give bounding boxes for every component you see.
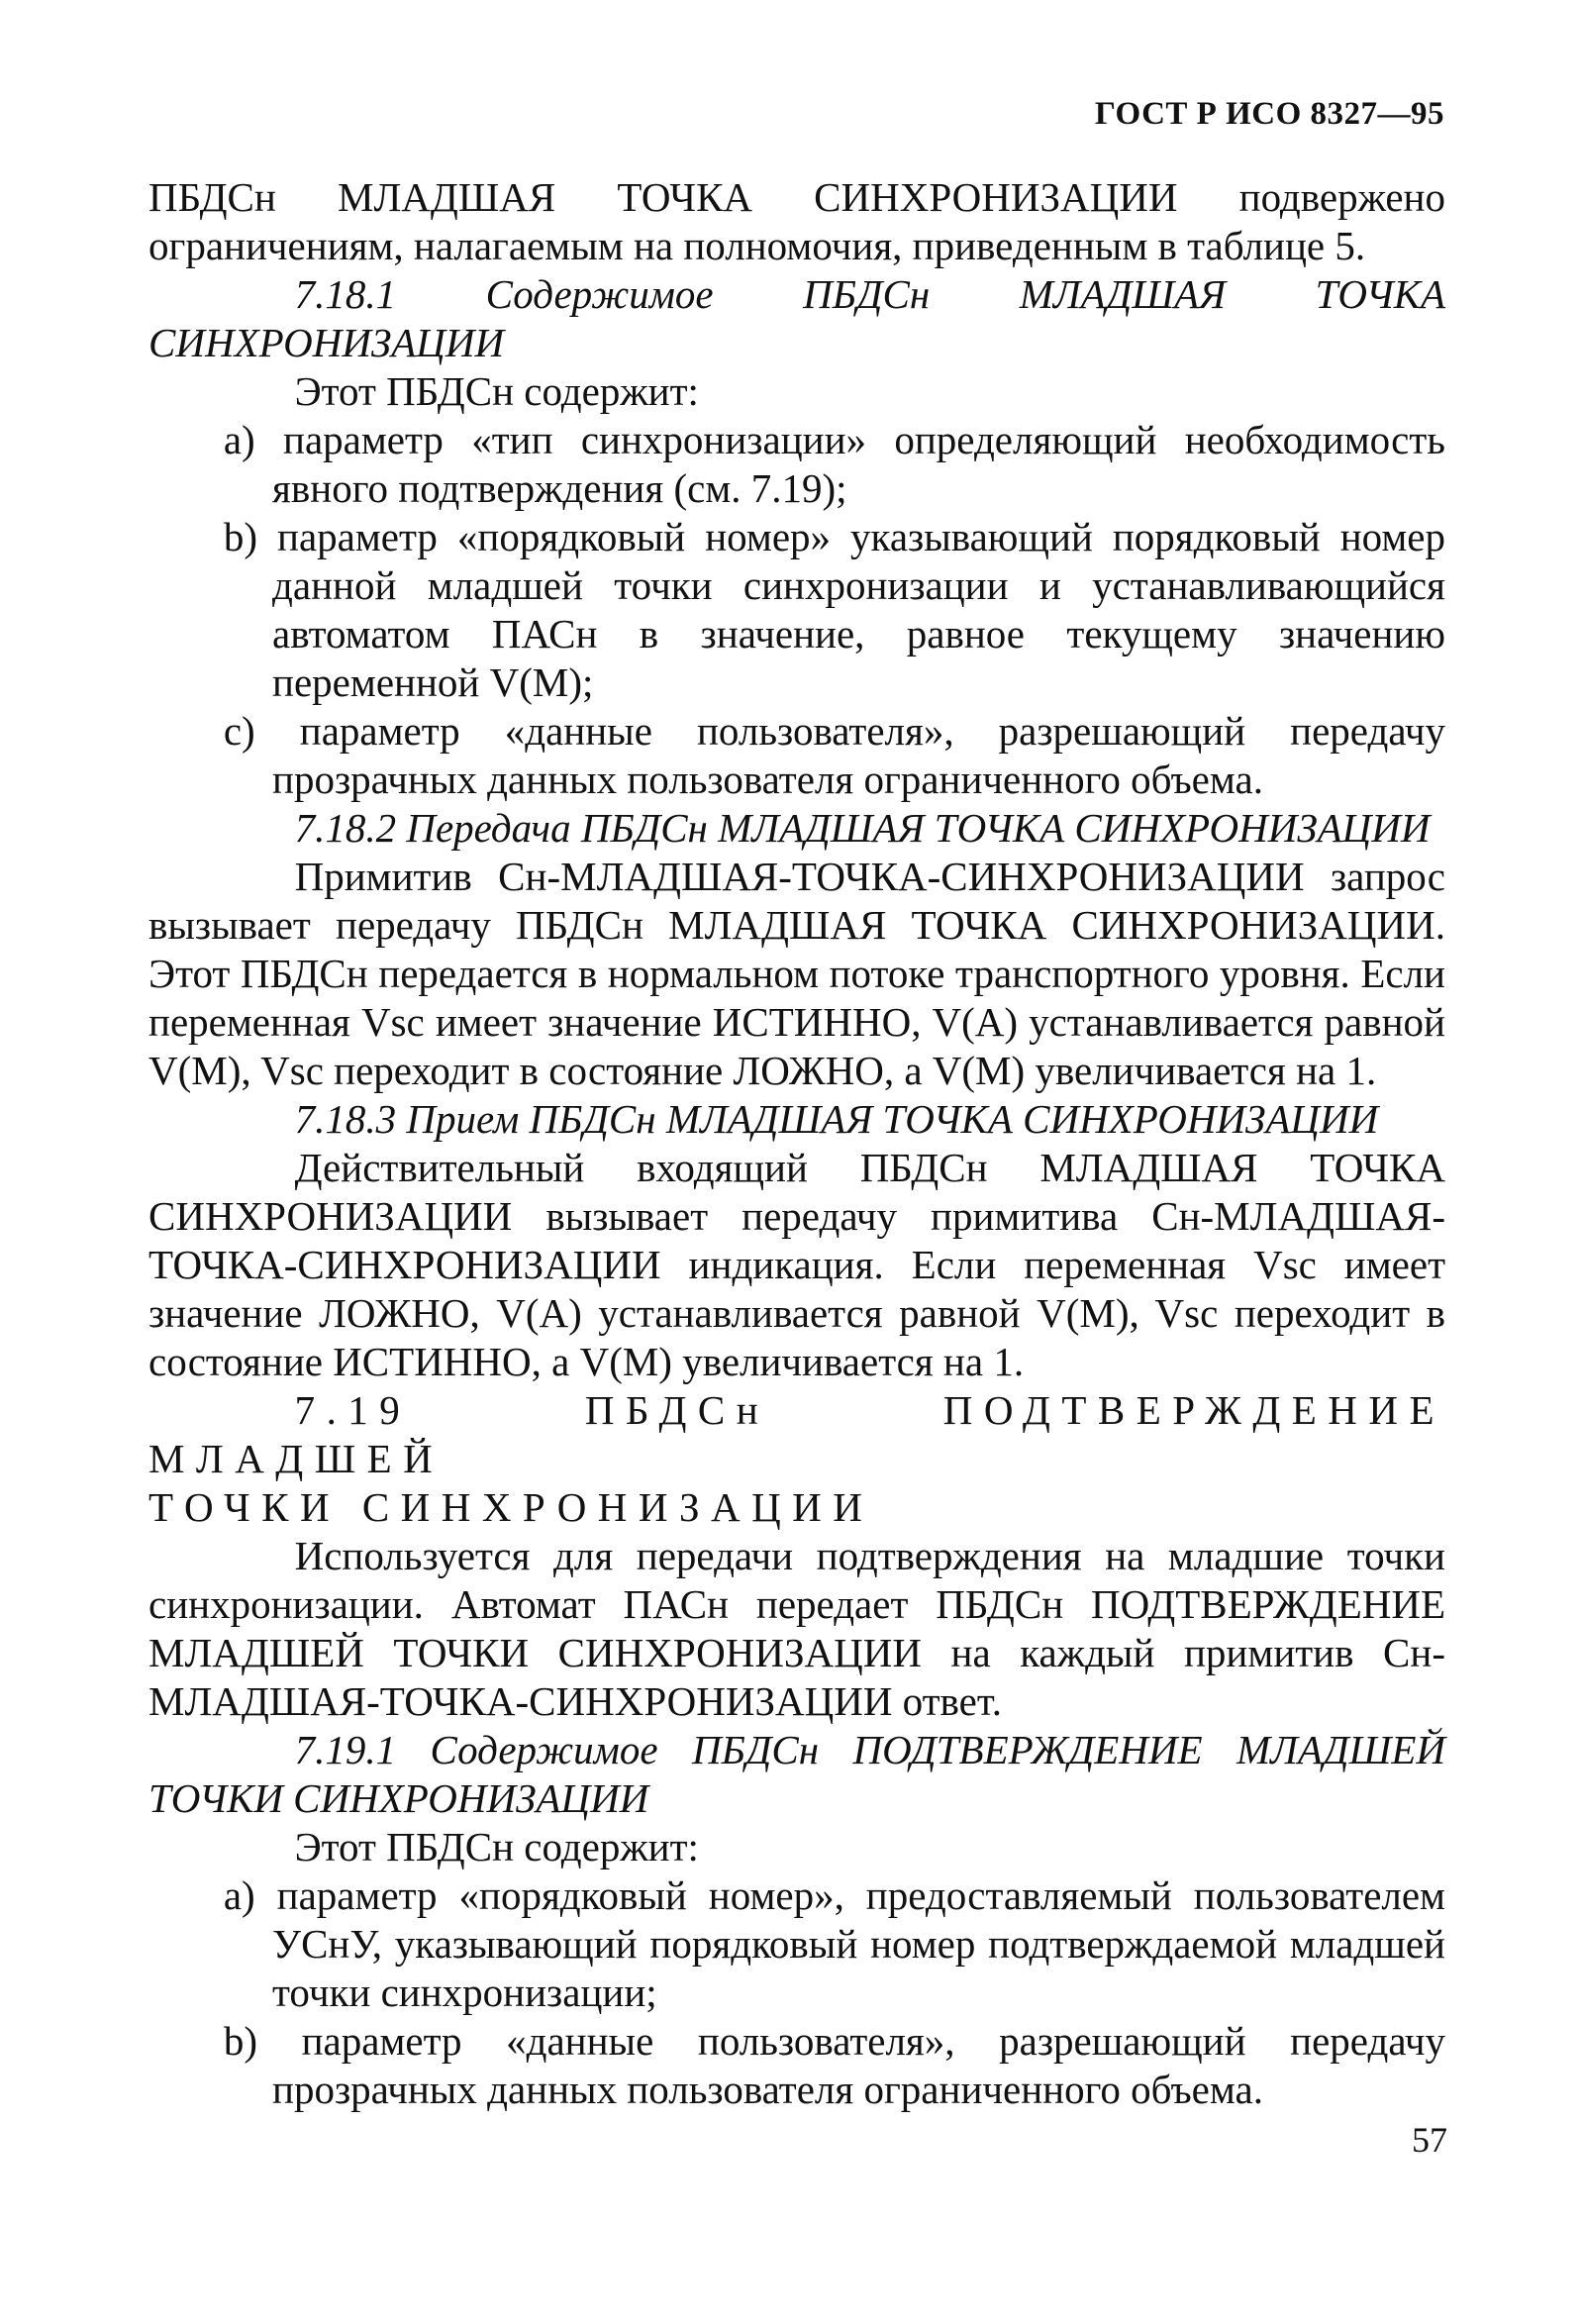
page-number: 57 [1412, 2120, 1447, 2160]
subsection-heading: 7.18.3 Прием ПБДСн МЛАДШАЯ ТОЧКА СИНХРОНИЗАЦИИ [294, 1096, 1379, 1142]
list-item: b) параметр «порядковый номер» указывающий порядковый номер данной младшей точки синхронизации и устанавливающийся автоматом ПАСн в значение, равное текущему значению переменной V(M); [223, 514, 1445, 705]
section-heading-continued: ТОЧКИ СИНХРОНИЗАЦИИ [148, 1484, 874, 1530]
list-item: a) параметр «тип синхронизации» определяющий необходимость явного подтверждения (см. 7.19); [223, 417, 1445, 511]
paragraph: Этот ПБДСн содержит: [294, 368, 699, 414]
subsection-heading: 7.18.1 Содержимое ПБДСн МЛАДШАЯ ТОЧКА СИНХРОНИЗАЦИИ [148, 271, 1445, 365]
paragraph: Действительный входящий ПБДСн МЛАДШАЯ ТОЧКА СИНХРОНИЗАЦИИ вызывает передачу примитива Сн-МЛАДШАЯ-ТОЧКА-СИНХРОНИЗАЦИИ индикация. Если переменная Vsc имеет значение ЛОЖНО, V(A) устанавливается равной V(M), Vsc переходит в состояние ИСТИННО, а V(M) увеличивается на 1. [148, 1145, 1445, 1384]
paragraph: Этот ПБДСн содержит: [294, 1824, 699, 1869]
list-item: c) параметр «данные пользователя», разрешающий передачу прозрачных данных пользователя ограниченного объема. [223, 708, 1445, 802]
subsection-heading: 7.19.1 Содержимое ПБДСн ПОДТВЕРЖДЕНИЕ МЛАДШЕЙ ТОЧКИ СИНХРОНИЗАЦИИ [148, 1727, 1445, 1821]
list-item: b) параметр «данные пользователя», разрешающий передачу прозрачных данных пользователя ограниченного объема. [223, 2018, 1445, 2112]
paragraph: Используется для передачи подтверждения на младшие точки синхронизации. Автомат ПАСн передает ПБДСн ПОДТВЕРЖДЕНИЕ МЛАДШЕЙ ТОЧКИ СИНХРОНИЗАЦИИ на каждый примитив Сн-МЛАДШАЯ-ТОЧКА-СИНХРОНИЗАЦИИ ответ. [148, 1533, 1445, 1724]
section-heading: 7.19 ПБДСн ПОДТВЕРЖДЕНИЕ МЛАДШЕЙ [148, 1387, 1445, 1481]
page-header-standard: ГОСТ Р ИСО 8327—95 [1094, 96, 1444, 132]
subsection-heading: 7.18.2 Передача ПБДСн МЛАДШАЯ ТОЧКА СИНХРОНИЗАЦИИ [294, 805, 1431, 851]
document-body [148, 173, 1445, 2114]
paragraph: ПБДСн МЛАДШАЯ ТОЧКА СИНХРОНИЗАЦИИ подвержено ограничениям, налагаемым на полномочия, приведенным в таблице 5. [148, 174, 1445, 268]
paragraph: Примитив Сн-МЛАДШАЯ-ТОЧКА-СИНХРОНИЗАЦИИ запрос вызывает передачу ПБДСн МЛАДШАЯ ТОЧКА СИНХРОНИЗАЦИИ. Этот ПБДСн передается в нормальном потоке транспортного уровня. Если переменная Vsc имеет значение ИСТИННО, V(A) устанавливается равной V(M), Vsc переходит в состояние ЛОЖНО, а V(M) увеличивается на 1. [148, 854, 1445, 1093]
list-item: a) параметр «порядковый номер», предоставляемый пользователем УСнУ, указывающий порядковый номер подтверждаемой младшей точки синхронизации; [223, 1872, 1445, 2015]
